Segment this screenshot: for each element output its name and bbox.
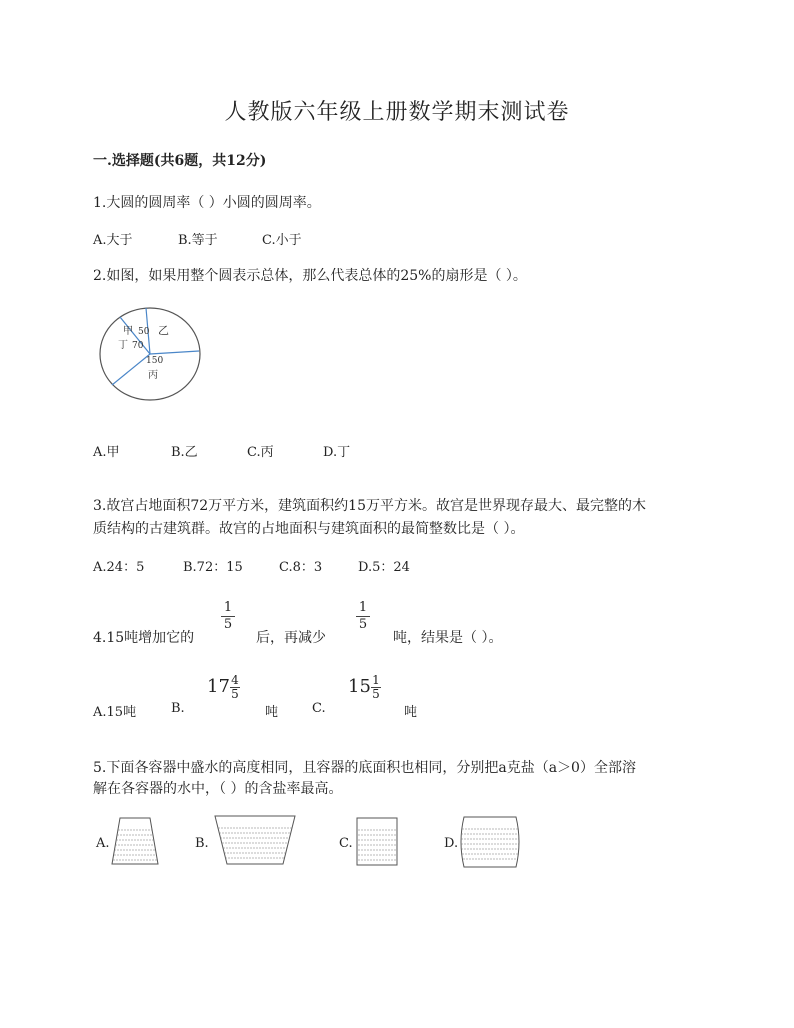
pie-divider-bing-ding — [112, 354, 150, 385]
q2-option-a[interactable]: A.甲 — [93, 445, 120, 460]
pie-label-jia: 甲 — [123, 326, 133, 337]
page-title: 人教版六年级上册数学期末测试卷 — [224, 100, 570, 125]
q4-option-c-label[interactable]: C. — [312, 701, 326, 716]
q2-option-d[interactable]: D.丁 — [323, 445, 351, 460]
q4-fraction-1 — [221, 600, 235, 633]
q5-option-c-label[interactable]: C. — [339, 836, 353, 851]
q1-option-c[interactable]: C.小于 — [262, 233, 302, 248]
q4-option-b-integer: 17 — [207, 676, 230, 697]
pie-label-bing-degree: 150 — [146, 356, 164, 366]
q4-option-b-denominator: 5 — [231, 687, 239, 701]
q3-option-c[interactable]: C.8：3 — [279, 560, 323, 575]
q4-option-b-fraction — [230, 674, 240, 701]
pie-label-bing: 丙 — [148, 370, 158, 381]
pie-label-jia-degree: 50 — [138, 327, 150, 337]
pie-label-ding-degree: 70 — [132, 341, 144, 351]
q1-option-a[interactable]: A.大于 — [93, 233, 133, 248]
question-4-part-2: 后，再减少 — [256, 630, 326, 646]
q4-fraction-2 — [356, 600, 370, 633]
question-4-part-1: 4.15吨增加它的 — [93, 630, 195, 646]
q3-option-b[interactable]: B.72：15 — [183, 560, 243, 575]
pie-divider-yi-bing — [150, 351, 199, 354]
q2-option-c[interactable]: C.丙 — [247, 445, 274, 460]
question-5-line-1: 5.下面各容器中盛水的高度相同，且容器的底面积也相同，分别把a克盐（a＞0）全部溶 — [93, 760, 636, 776]
q5-option-d-label[interactable]: D. — [444, 836, 459, 851]
q4-option-b-unit: 吨 — [265, 705, 279, 720]
q4-option-b-numerator: 4 — [231, 673, 239, 687]
container-c-rectangle — [356, 817, 398, 867]
question-5-line-2: 解在各容器的水中，（ ）的含盐率最高。 — [93, 781, 343, 797]
q4-option-b-label[interactable]: B. — [171, 701, 185, 716]
q4-option-c-unit: 吨 — [404, 705, 418, 720]
pie-label-yi: 乙 — [158, 324, 169, 337]
q2-option-b[interactable]: B.乙 — [171, 445, 198, 460]
container-d-barrel — [458, 815, 522, 869]
container-a-trapezoid — [110, 816, 160, 866]
q5-option-b-label[interactable]: B. — [195, 836, 209, 851]
q5-option-a-label[interactable]: A. — [96, 836, 110, 851]
q4-fraction-1-denominator: 5 — [223, 617, 233, 632]
q1-option-b[interactable]: B.等于 — [178, 233, 218, 248]
question-3-line-1: 3.故宫占地面积72万平方米，建筑面积约15万平方米。故宫是世界现存最大、最完整的木 — [93, 498, 646, 514]
q4-option-c-fraction — [371, 674, 381, 701]
q4-fraction-2-denominator: 5 — [358, 617, 368, 632]
question-1-text: 1.大圆的圆周率（ ）小圆的圆周率。 — [93, 195, 321, 211]
question-2-text: 2.如图，如果用整个圆表示总体，那么代表总体的25%的扇形是（ ）。 — [93, 268, 527, 284]
q4-option-c-integer: 15 — [348, 676, 371, 697]
q4-fraction-2-numerator: 1 — [356, 600, 370, 617]
q3-option-d[interactable]: D.5：24 — [358, 560, 410, 575]
q4-option-c-numerator: 1 — [372, 673, 380, 687]
q4-option-c-denominator: 5 — [372, 687, 380, 701]
container-b-inverted-trapezoid — [213, 814, 297, 866]
pie-diagram — [98, 305, 204, 401]
q4-option-a[interactable]: A.15吨 — [93, 705, 137, 720]
section-heading: 一.选择题(共6题，共12分) — [93, 153, 267, 169]
question-3-line-2: 质结构的古建筑群。故宫的占地面积与建筑面积的最简整数比是（ ）。 — [93, 521, 525, 537]
q3-option-a[interactable]: A.24：5 — [93, 560, 145, 575]
q4-fraction-1-numerator: 1 — [221, 600, 235, 617]
pie-label-ding: 丁 — [118, 340, 128, 351]
question-4-part-3: 吨，结果是（ ）。 — [393, 630, 503, 646]
